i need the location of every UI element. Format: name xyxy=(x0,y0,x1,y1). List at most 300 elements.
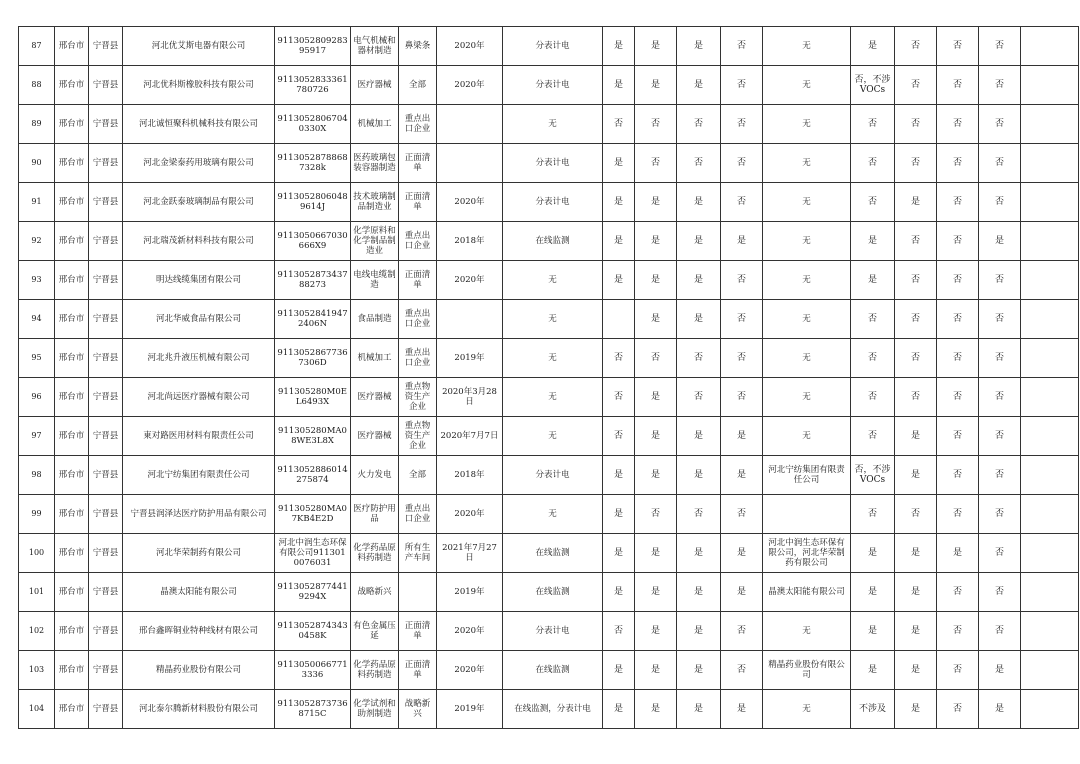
cell-industry: 电气机械和器材制造 xyxy=(351,27,399,66)
cell-mark3: 是 xyxy=(677,534,721,573)
cell-industry: 化学试剂和助剂制造 xyxy=(351,690,399,729)
cell-mark7: 否 xyxy=(937,690,979,729)
cell-city: 邢台市 xyxy=(55,222,89,261)
cell-mark8: 否 xyxy=(979,573,1021,612)
cell-note xyxy=(1021,651,1079,690)
cell-mark7: 否 xyxy=(937,378,979,417)
cell-monitor: 分表计电 xyxy=(503,183,603,222)
cell-process: 正面清单 xyxy=(399,612,437,651)
cell-industry: 机械加工 xyxy=(351,105,399,144)
table-row xyxy=(19,417,1079,456)
cell-no: 95 xyxy=(19,339,55,378)
cell-mark3: 是 xyxy=(677,27,721,66)
cell-related: 无 xyxy=(763,612,851,651)
cell-company: 邢台鑫晖铜业特种线材有限公司 xyxy=(123,612,275,651)
cell-city: 邢台市 xyxy=(55,417,89,456)
cell-city: 邢台市 xyxy=(55,144,89,183)
cell-mark4: 是 xyxy=(721,534,763,573)
cell-no: 87 xyxy=(19,27,55,66)
cell-industry: 火力发电 xyxy=(351,456,399,495)
cell-no: 98 xyxy=(19,456,55,495)
cell-note xyxy=(1021,105,1079,144)
cell-county: 宁晋县 xyxy=(89,222,123,261)
cell-process: 全部 xyxy=(399,66,437,105)
cell-mark8: 否 xyxy=(979,534,1021,573)
cell-city: 邢台市 xyxy=(55,105,89,144)
cell-process: 战略新兴 xyxy=(399,690,437,729)
cell-industry: 战略新兴 xyxy=(351,573,399,612)
cell-note xyxy=(1021,222,1079,261)
cell-mark1: 否 xyxy=(603,417,635,456)
cell-mark6: 是 xyxy=(895,183,937,222)
cell-monitor: 无 xyxy=(503,417,603,456)
cell-process: 重点出口企业 xyxy=(399,495,437,534)
table-row xyxy=(19,300,1079,339)
cell-note xyxy=(1021,690,1079,729)
cell-code: 911305280MA08W​E3L8X xyxy=(275,417,351,456)
cell-mark6: 是 xyxy=(895,417,937,456)
cell-related: 河北宁纺集团有限责任公司 xyxy=(763,456,851,495)
cell-code: 9113052878868​7328k xyxy=(275,144,351,183)
cell-mark5: 是 xyxy=(851,573,895,612)
cell-monitor: 分表计电 xyxy=(503,66,603,105)
cell-monitor: 无 xyxy=(503,105,603,144)
cell-time: 2020年 xyxy=(437,495,503,534)
cell-mark1: 否 xyxy=(603,612,635,651)
cell-mark7: 否 xyxy=(937,144,979,183)
cell-mark6: 否 xyxy=(895,105,937,144)
cell-county: 宁晋县 xyxy=(89,261,123,300)
cell-process: 正面清单 xyxy=(399,261,437,300)
cell-county: 宁晋县 xyxy=(89,339,123,378)
cell-note xyxy=(1021,300,1079,339)
cell-county: 宁晋县 xyxy=(89,66,123,105)
cell-mark4: 否 xyxy=(721,66,763,105)
cell-mark7: 否 xyxy=(937,300,979,339)
cell-note xyxy=(1021,534,1079,573)
cell-time: 2019年 xyxy=(437,339,503,378)
cell-mark6: 是 xyxy=(895,651,937,690)
cell-mark7: 否 xyxy=(937,261,979,300)
cell-mark4: 否 xyxy=(721,339,763,378)
cell-no: 93 xyxy=(19,261,55,300)
cell-related xyxy=(763,495,851,534)
cell-related: 无 xyxy=(763,105,851,144)
cell-time: 2020年 xyxy=(437,261,503,300)
cell-city: 邢台市 xyxy=(55,27,89,66)
cell-mark3: 是 xyxy=(677,651,721,690)
cell-mark8: 否 xyxy=(979,456,1021,495)
cell-time: 2020年 xyxy=(437,27,503,66)
cell-no: 88 xyxy=(19,66,55,105)
cell-industry: 医疗器械 xyxy=(351,417,399,456)
cell-code: 河北中润生态环保有限公司911301007603​1 xyxy=(275,534,351,573)
cell-mark8: 否 xyxy=(979,378,1021,417)
cell-monitor: 在线监测 xyxy=(503,573,603,612)
cell-code: 91130528060489614J xyxy=(275,183,351,222)
cell-note xyxy=(1021,456,1079,495)
cell-no: 102 xyxy=(19,612,55,651)
cell-process: 正面清单 xyxy=(399,651,437,690)
cell-mark5: 是 xyxy=(851,261,895,300)
cell-related: 无 xyxy=(763,222,851,261)
table-row xyxy=(19,456,1079,495)
cell-mark2: 否 xyxy=(635,339,677,378)
cell-mark7: 否 xyxy=(937,495,979,534)
cell-industry: 医疗防护用品 xyxy=(351,495,399,534)
cell-related: 无 xyxy=(763,144,851,183)
cell-mark7: 否 xyxy=(937,66,979,105)
cell-no: 89 xyxy=(19,105,55,144)
cell-mark1: 是 xyxy=(603,573,635,612)
cell-time: 2020年 xyxy=(437,66,503,105)
cell-mark7: 否 xyxy=(937,339,979,378)
cell-mark5: 不涉及 xyxy=(851,690,895,729)
cell-time: 2019年 xyxy=(437,690,503,729)
cell-process: 重点物资生产企业 xyxy=(399,378,437,417)
table-row xyxy=(19,690,1079,729)
cell-city: 邢台市 xyxy=(55,66,89,105)
cell-process xyxy=(399,573,437,612)
cell-monitor: 无 xyxy=(503,339,603,378)
cell-company: 河北诚恒聚科机械科技有限公司 xyxy=(123,105,275,144)
cell-company: 精晶药业股份有限公司 xyxy=(123,651,275,690)
cell-mark2: 是 xyxy=(635,573,677,612)
cell-mark2: 是 xyxy=(635,456,677,495)
cell-mark6: 否 xyxy=(895,495,937,534)
cell-city: 邢台市 xyxy=(55,651,89,690)
cell-company: 河北华威食品有限公司 xyxy=(123,300,275,339)
cell-industry: 医疗器械 xyxy=(351,378,399,417)
cell-monitor: 分表计电 xyxy=(503,144,603,183)
cell-mark6: 是 xyxy=(895,612,937,651)
cell-county: 宁晋县 xyxy=(89,690,123,729)
cell-mark1: 否 xyxy=(603,378,635,417)
cell-time xyxy=(437,105,503,144)
cell-mark1 xyxy=(603,300,635,339)
cell-process: 全部 xyxy=(399,456,437,495)
cell-related: 无 xyxy=(763,690,851,729)
cell-mark4: 是 xyxy=(721,222,763,261)
cell-industry: 化学原料和化学制品制造业 xyxy=(351,222,399,261)
cell-time xyxy=(437,144,503,183)
cell-no: 96 xyxy=(19,378,55,417)
cell-mark8: 否 xyxy=(979,144,1021,183)
document-sheet xyxy=(18,26,1018,729)
cell-process: 正面清单 xyxy=(399,183,437,222)
cell-mark8: 否 xyxy=(979,495,1021,534)
cell-process: 鼻梁条 xyxy=(399,27,437,66)
cell-mark3: 否 xyxy=(677,339,721,378)
cell-mark8: 否 xyxy=(979,612,1021,651)
cell-no: 103 xyxy=(19,651,55,690)
cell-code: 91130528677367​306D xyxy=(275,339,351,378)
cell-note xyxy=(1021,66,1079,105)
cell-mark2: 是 xyxy=(635,27,677,66)
cell-county: 宁晋县 xyxy=(89,27,123,66)
cell-no: 99 xyxy=(19,495,55,534)
cell-monitor: 分表计电 xyxy=(503,612,603,651)
cell-mark4: 否 xyxy=(721,651,763,690)
table-row xyxy=(19,27,1079,66)
cell-process: 正面清单 xyxy=(399,144,437,183)
cell-code: 911305280MA07K​B4E2D xyxy=(275,495,351,534)
cell-county: 宁晋县 xyxy=(89,456,123,495)
cell-city: 邢台市 xyxy=(55,690,89,729)
cell-mark6: 是 xyxy=(895,534,937,573)
cell-mark2: 是 xyxy=(635,690,677,729)
cell-company: 河北金跃泰玻璃制品有限公司 xyxy=(123,183,275,222)
cell-process: 所有生产车间 xyxy=(399,534,437,573)
cell-industry: 技术玻璃制品制造业 xyxy=(351,183,399,222)
cell-no: 94 xyxy=(19,300,55,339)
cell-company: 河北尚远医疗器械有限公司 xyxy=(123,378,275,417)
cell-mark1: 是 xyxy=(603,222,635,261)
cell-related: 无 xyxy=(763,261,851,300)
cell-mark5: 是 xyxy=(851,612,895,651)
cell-time: 2020年3月28日 xyxy=(437,378,503,417)
cell-mark7: 否 xyxy=(937,651,979,690)
cell-monitor: 在线监测 xyxy=(503,222,603,261)
cell-industry: 化学药品原料药制造 xyxy=(351,534,399,573)
cell-monitor: 无 xyxy=(503,261,603,300)
cell-mark4: 否 xyxy=(721,300,763,339)
cell-mark8: 否 xyxy=(979,339,1021,378)
cell-mark1: 否 xyxy=(603,105,635,144)
cell-no: 92 xyxy=(19,222,55,261)
cell-mark4: 是 xyxy=(721,573,763,612)
cell-mark2: 是 xyxy=(635,534,677,573)
table-row xyxy=(19,66,1079,105)
cell-mark3: 是 xyxy=(677,456,721,495)
cell-mark7: 否 xyxy=(937,183,979,222)
cell-mark4: 否 xyxy=(721,495,763,534)
cell-mark8: 否 xyxy=(979,417,1021,456)
table-row xyxy=(19,495,1079,534)
cell-code: 911305280670403​30X xyxy=(275,105,351,144)
cell-city: 邢台市 xyxy=(55,378,89,417)
cell-mark5: 否，不涉VOCs xyxy=(851,456,895,495)
cell-company: 河北优艾斯电器有限公司 xyxy=(123,27,275,66)
cell-code: 91130528092839591​7 xyxy=(275,27,351,66)
cell-company: 河北宁纺集团有限责任公司 xyxy=(123,456,275,495)
cell-mark4: 否 xyxy=(721,261,763,300)
cell-mark5: 否 xyxy=(851,183,895,222)
cell-note xyxy=(1021,183,1079,222)
cell-monitor: 在线监测，分表计电 xyxy=(503,690,603,729)
cell-city: 邢台市 xyxy=(55,300,89,339)
cell-mark6: 否 xyxy=(895,222,937,261)
cell-mark2: 是 xyxy=(635,261,677,300)
table-row xyxy=(19,183,1079,222)
cell-mark2: 是 xyxy=(635,66,677,105)
cell-mark1: 是 xyxy=(603,66,635,105)
cell-city: 邢台市 xyxy=(55,183,89,222)
cell-related: 无 xyxy=(763,417,851,456)
cell-related: 河北中润生态环保有限公司，河北华荣制药有限公司 xyxy=(763,534,851,573)
cell-company: 河北优科斯橡胶科技有限公司 xyxy=(123,66,275,105)
cell-related: 晶澳太阳能有限公司 xyxy=(763,573,851,612)
cell-monitor: 无 xyxy=(503,495,603,534)
cell-county: 宁晋县 xyxy=(89,378,123,417)
cell-county: 宁晋县 xyxy=(89,534,123,573)
cell-mark8: 是 xyxy=(979,690,1021,729)
cell-county: 宁晋县 xyxy=(89,651,123,690)
table-body xyxy=(19,27,1079,729)
table-row xyxy=(19,534,1079,573)
cell-note xyxy=(1021,495,1079,534)
cell-city: 邢台市 xyxy=(55,534,89,573)
cell-code: 91130500667713336 xyxy=(275,651,351,690)
cell-mark2: 否 xyxy=(635,495,677,534)
cell-monitor: 在线监测 xyxy=(503,534,603,573)
cell-city: 邢台市 xyxy=(55,612,89,651)
cell-county: 宁晋县 xyxy=(89,495,123,534)
cell-industry: 食品制造 xyxy=(351,300,399,339)
cell-mark4: 否 xyxy=(721,612,763,651)
cell-county: 宁晋县 xyxy=(89,183,123,222)
cell-mark7: 否 xyxy=(937,456,979,495)
cell-mark2: 是 xyxy=(635,651,677,690)
cell-industry: 有色金属压延 xyxy=(351,612,399,651)
table-row xyxy=(19,261,1079,300)
cell-mark3: 是 xyxy=(677,183,721,222)
cell-mark3: 是 xyxy=(677,66,721,105)
cell-time: 2021年7月27日 xyxy=(437,534,503,573)
cell-monitor: 分表计电 xyxy=(503,27,603,66)
cell-mark1: 是 xyxy=(603,690,635,729)
cell-mark3: 否 xyxy=(677,105,721,144)
cell-mark3: 是 xyxy=(677,261,721,300)
cell-mark7: 否 xyxy=(937,573,979,612)
cell-mark7: 否 xyxy=(937,222,979,261)
cell-city: 邢台市 xyxy=(55,261,89,300)
cell-mark8: 是 xyxy=(979,222,1021,261)
cell-mark6: 否 xyxy=(895,300,937,339)
cell-mark1: 是 xyxy=(603,183,635,222)
cell-mark2: 是 xyxy=(635,417,677,456)
cell-mark8: 是 xyxy=(979,651,1021,690)
cell-mark8: 否 xyxy=(979,183,1021,222)
table-row xyxy=(19,339,1079,378)
cell-mark6: 否 xyxy=(895,27,937,66)
cell-no: 90 xyxy=(19,144,55,183)
cell-mark1: 是 xyxy=(603,495,635,534)
cell-mark6: 是 xyxy=(895,690,937,729)
cell-mark1: 是 xyxy=(603,534,635,573)
cell-mark5: 是 xyxy=(851,534,895,573)
cell-mark2: 是 xyxy=(635,300,677,339)
cell-mark4: 否 xyxy=(721,183,763,222)
cell-mark4: 否 xyxy=(721,378,763,417)
cell-related: 精晶药业股份有限公司 xyxy=(763,651,851,690)
cell-company: 河北兆升液压机械有限公司 xyxy=(123,339,275,378)
cell-mark5: 否 xyxy=(851,144,895,183)
cell-mark2: 否 xyxy=(635,144,677,183)
cell-mark5: 否 xyxy=(851,339,895,378)
cell-monitor: 在线监测 xyxy=(503,651,603,690)
cell-process: 重点出口企业 xyxy=(399,105,437,144)
cell-company: 東对路医用材料有限责任公司 xyxy=(123,417,275,456)
cell-mark3: 是 xyxy=(677,573,721,612)
cell-code: 91130528743430458K xyxy=(275,612,351,651)
cell-monitor: 分表计电 xyxy=(503,456,603,495)
cell-process: 重点出口企业 xyxy=(399,222,437,261)
cell-company: 河北泰尔腾新材料股份有限公司 xyxy=(123,690,275,729)
cell-code: 911305280M0EL​6493X xyxy=(275,378,351,417)
cell-county: 宁晋县 xyxy=(89,144,123,183)
cell-note xyxy=(1021,144,1079,183)
cell-county: 宁晋县 xyxy=(89,105,123,144)
cell-mark1: 是 xyxy=(603,456,635,495)
table-row xyxy=(19,378,1079,417)
cell-industry: 机械加工 xyxy=(351,339,399,378)
cell-industry: 医疗器械 xyxy=(351,66,399,105)
cell-mark1: 是 xyxy=(603,27,635,66)
table-row xyxy=(19,651,1079,690)
cell-time: 2020年 xyxy=(437,651,503,690)
cell-related: 无 xyxy=(763,300,851,339)
cell-code: 9113052833361780726 xyxy=(275,66,351,105)
cell-note xyxy=(1021,27,1079,66)
cell-county: 宁晋县 xyxy=(89,417,123,456)
cell-county: 宁晋县 xyxy=(89,612,123,651)
cell-time: 2019年 xyxy=(437,573,503,612)
cell-mark8: 否 xyxy=(979,300,1021,339)
cell-time xyxy=(437,300,503,339)
cell-industry: 化学药品原料药制造 xyxy=(351,651,399,690)
cell-code: 91130528774419294X xyxy=(275,573,351,612)
cell-mark7: 否 xyxy=(937,417,979,456)
cell-mark4: 是 xyxy=(721,456,763,495)
cell-mark7: 是 xyxy=(937,534,979,573)
cell-mark5: 否 xyxy=(851,105,895,144)
cell-related: 无 xyxy=(763,27,851,66)
cell-note xyxy=(1021,573,1079,612)
cell-monitor: 无 xyxy=(503,378,603,417)
cell-note xyxy=(1021,417,1079,456)
cell-industry: 医药玻璃包装容器制造 xyxy=(351,144,399,183)
cell-city: 邢台市 xyxy=(55,495,89,534)
cell-city: 邢台市 xyxy=(55,339,89,378)
cell-mark4: 是 xyxy=(721,690,763,729)
cell-code: 91130506670306​66X9 xyxy=(275,222,351,261)
cell-process: 重点物资生产企业 xyxy=(399,417,437,456)
cell-company: 河北瑞茂新材料科技有限公司 xyxy=(123,222,275,261)
cell-monitor: 无 xyxy=(503,300,603,339)
cell-mark3: 是 xyxy=(677,612,721,651)
cell-mark8: 否 xyxy=(979,105,1021,144)
cell-mark3: 是 xyxy=(677,417,721,456)
cell-mark2: 是 xyxy=(635,183,677,222)
cell-mark2: 是 xyxy=(635,222,677,261)
cell-code: 9113052873736​8715C xyxy=(275,690,351,729)
cell-note xyxy=(1021,261,1079,300)
cell-mark4: 否 xyxy=(721,27,763,66)
cell-no: 101 xyxy=(19,573,55,612)
cell-mark3: 否 xyxy=(677,144,721,183)
cell-no: 100 xyxy=(19,534,55,573)
cell-process: 重点出口企业 xyxy=(399,300,437,339)
cell-mark5: 否 xyxy=(851,495,895,534)
cell-related: 无 xyxy=(763,183,851,222)
cell-county: 宁晋县 xyxy=(89,300,123,339)
cell-mark8: 否 xyxy=(979,27,1021,66)
cell-mark6: 否 xyxy=(895,378,937,417)
cell-city: 邢台市 xyxy=(55,456,89,495)
cell-mark8: 否 xyxy=(979,261,1021,300)
cell-mark6: 否 xyxy=(895,66,937,105)
